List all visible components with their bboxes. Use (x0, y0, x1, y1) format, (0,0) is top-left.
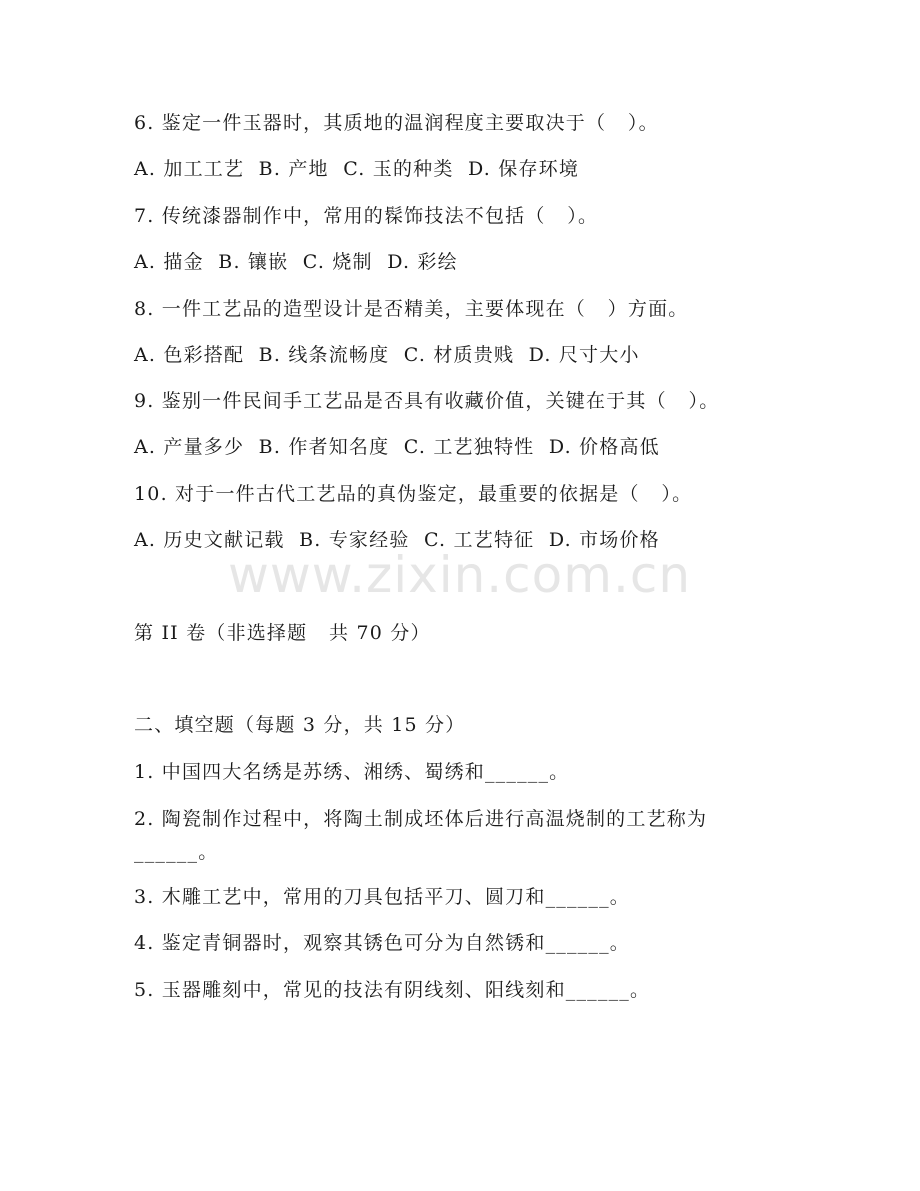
watermark: www.zixin.com.cn (228, 546, 692, 604)
question-6-stem: 6. 鉴定一件玉器时，其质地的温润程度主要取决于（ ）。 (134, 112, 659, 134)
fill-blank-5: 5. 玉器雕刻中，常见的技法有阴线刻、阳线刻和______。 (134, 979, 651, 1001)
fill-blank-2: 2. 陶瓷制作过程中，将陶土制成坯体后进行高温烧制的工艺称为 (134, 808, 708, 830)
fill-blank-3: 3. 木雕工艺中，常用的刀具包括平刀、圆刀和______。 (134, 886, 630, 908)
question-9-options: A. 产量多少 B. 作者知名度 C. 工艺独特性 D. 价格高低 (134, 436, 660, 458)
question-10-stem: 10. 对于一件古代工艺品的真伪鉴定，最重要的依据是（ ）。 (134, 483, 693, 505)
section-2-title: 二、填空题（每题 3 分，共 15 分） (134, 714, 466, 736)
fill-blank-4: 4. 鉴定青铜器时，观察其锈色可分为自然锈和______。 (134, 932, 630, 954)
question-6-options: A. 加工工艺 B. 产地 C. 玉的种类 D. 保存环境 (134, 158, 580, 180)
question-7-options: A. 描金 B. 镶嵌 C. 烧制 D. 彩绘 (134, 251, 458, 273)
question-8-stem: 8. 一件工艺品的造型设计是否精美，主要体现在（ ）方面。 (134, 298, 689, 320)
fill-blank-2-cont: ______。 (134, 841, 219, 863)
question-10-options: A. 历史文献记载 B. 专家经验 C. 工艺特征 D. 市场价格 (134, 529, 660, 551)
part-2-title: 第 II 卷（非选择题 共 70 分） (134, 622, 431, 644)
question-7-stem: 7. 传统漆器制作中，常用的髹饰技法不包括（ ）。 (134, 205, 599, 227)
fill-blank-1: 1. 中国四大名绣是苏绣、湘绣、蜀绣和______。 (134, 761, 570, 783)
question-9-stem: 9. 鉴别一件民间手工艺品是否具有收藏价值，关键在于其（ ）。 (134, 390, 720, 412)
question-8-options: A. 色彩搭配 B. 线条流畅度 C. 材质贵贱 D. 尺寸大小 (134, 344, 640, 366)
